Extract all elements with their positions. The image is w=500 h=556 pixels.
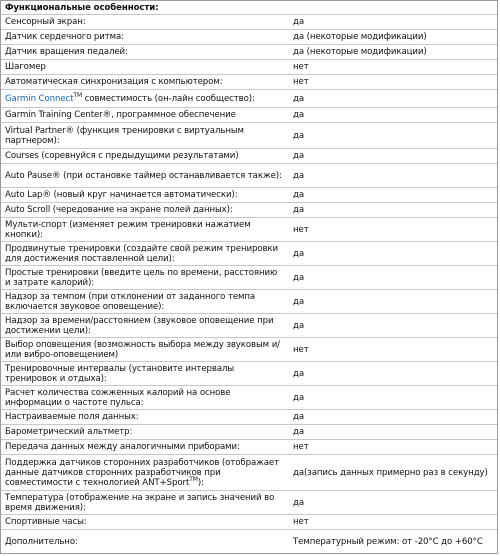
feature-value: да <box>288 491 497 515</box>
feature-label: Датчик вращения педалей: <box>1 45 288 60</box>
table-row <box>1 440 497 455</box>
feature-label-rest: совместимость (он-лайн сообщество): <box>82 93 255 104</box>
feature-label-text: Поддержка датчиков сторонних разработчиков (отображает данные датчиков сторонних разработчиков при совместимости с технологией ANT+Sport <box>5 457 280 488</box>
feature-value: да <box>288 164 497 188</box>
feature-value: да <box>288 425 497 440</box>
feature-value: нет <box>288 338 497 362</box>
table-row <box>1 290 497 314</box>
feature-label: Тренировочные интервалы (установите интервалы тренировок и отдыха): <box>1 362 288 386</box>
feature-label: Автоматическая синхронизация с компьютером: <box>1 75 288 90</box>
feature-label: Courses (соревнуйся с предыдущими результатами) <box>1 149 288 164</box>
table-row <box>1 123 497 149</box>
feature-value: да(запись данных примерно раз в секунду) <box>288 455 497 491</box>
table-row <box>1 75 497 90</box>
section-title: Функциональные особенности: <box>1 1 497 15</box>
table-row <box>1 188 497 203</box>
table-row <box>1 203 497 218</box>
feature-value: нет <box>288 75 497 90</box>
feature-label: Дополнительно: <box>1 530 288 554</box>
feature-value: да <box>288 242 497 266</box>
table-row <box>1 60 497 75</box>
feature-label: Простые тренировки (введите цель по времени, расстоянию и затрате калорий): <box>1 266 288 290</box>
table-row <box>1 266 497 290</box>
feature-label: Передача данных между аналогичными приборами: <box>1 440 288 455</box>
feature-value: Температурный режим: от -20°C до +60°C <box>288 530 497 554</box>
feature-value: да <box>288 90 497 108</box>
feature-label: Шагомер <box>1 60 288 75</box>
table-row <box>1 455 497 491</box>
feature-value: да <box>288 123 497 149</box>
feature-value: да <box>288 386 497 410</box>
feature-label: Датчик сердечного ритма: <box>1 30 288 45</box>
feature-label: Garmin Training Center®, программное обеспечение <box>1 108 288 123</box>
table-row <box>1 386 497 410</box>
table-row <box>1 149 497 164</box>
trademark-sup: TM <box>189 475 198 483</box>
feature-label <box>1 90 288 108</box>
table-row <box>1 164 497 188</box>
feature-value: да (некоторые модификации) <box>288 30 497 45</box>
feature-label: Барометрический альтметр: <box>1 425 288 440</box>
feature-value: да <box>288 410 497 425</box>
feature-value: да <box>288 149 497 164</box>
feature-label: Настраиваемые поля данных: <box>1 410 288 425</box>
feature-value: да <box>288 362 497 386</box>
feature-label: Надзор за времени/расстоянием (звуковое оповещение при достижении цели): <box>1 314 288 338</box>
feature-value: нет <box>288 515 497 530</box>
feature-label: Продвинутые тренировки (создайте свой режим тренировки для достижения поставленной цели): <box>1 242 288 266</box>
table-row <box>1 45 497 60</box>
feature-label: Сенсорный экран: <box>1 15 288 30</box>
table-row <box>1 362 497 386</box>
feature-label: Auto Lap® (новый круг начинается автоматически): <box>1 188 288 203</box>
table-row <box>1 314 497 338</box>
table-row <box>1 530 497 554</box>
feature-value: нет <box>288 218 497 242</box>
table-row <box>1 90 497 108</box>
feature-value: да (некоторые модификации) <box>288 45 497 60</box>
feature-value: да <box>288 15 497 30</box>
table-row <box>1 30 497 45</box>
table-row <box>1 338 497 362</box>
table-row <box>1 108 497 123</box>
feature-value: да <box>288 203 497 218</box>
feature-label: Выбор оповещения (возможность выбора между звуковым и/или вибро-оповещением) <box>1 338 288 362</box>
features-table <box>1 1 497 554</box>
feature-label: Virtual Partner® (функция тренировки с виртуальным партнером): <box>1 123 288 149</box>
table-row <box>1 515 497 530</box>
feature-value: да <box>288 108 497 123</box>
trademark-sup: TM <box>73 91 83 99</box>
table-row <box>1 15 497 30</box>
feature-label: Auto Pause® (при остановке таймер останавливается также): <box>1 164 288 188</box>
table-header-row <box>1 1 497 15</box>
feature-value: да <box>288 314 497 338</box>
feature-label-rest: ): <box>197 477 204 488</box>
feature-label: Надзор за темпом (при отклонении от заданного темпа включается звуковое оповещение): <box>1 290 288 314</box>
feature-label: Спортивные часы: <box>1 515 288 530</box>
feature-label: Расчет количества сожженных калорий на основе информации о частоте пульса: <box>1 386 288 410</box>
feature-value: да <box>288 290 497 314</box>
feature-value: да <box>288 266 497 290</box>
table-row <box>1 425 497 440</box>
table-row <box>1 242 497 266</box>
feature-value: да <box>288 188 497 203</box>
feature-label <box>1 455 288 491</box>
table-row <box>1 218 497 242</box>
garmin-connect-link[interactable]: Garmin Connect <box>5 93 74 104</box>
feature-value: нет <box>288 440 497 455</box>
table-row <box>1 410 497 425</box>
table-row <box>1 491 497 515</box>
feature-label: Мульти-спорт (изменяет режим тренировки нажатием кнопки): <box>1 218 288 242</box>
feature-value: нет <box>288 60 497 75</box>
feature-label: Температура (отображение на экране и запись значений во время движения): <box>1 491 288 515</box>
feature-label: Auto Scroll (чередование на экране полей данных): <box>1 203 288 218</box>
